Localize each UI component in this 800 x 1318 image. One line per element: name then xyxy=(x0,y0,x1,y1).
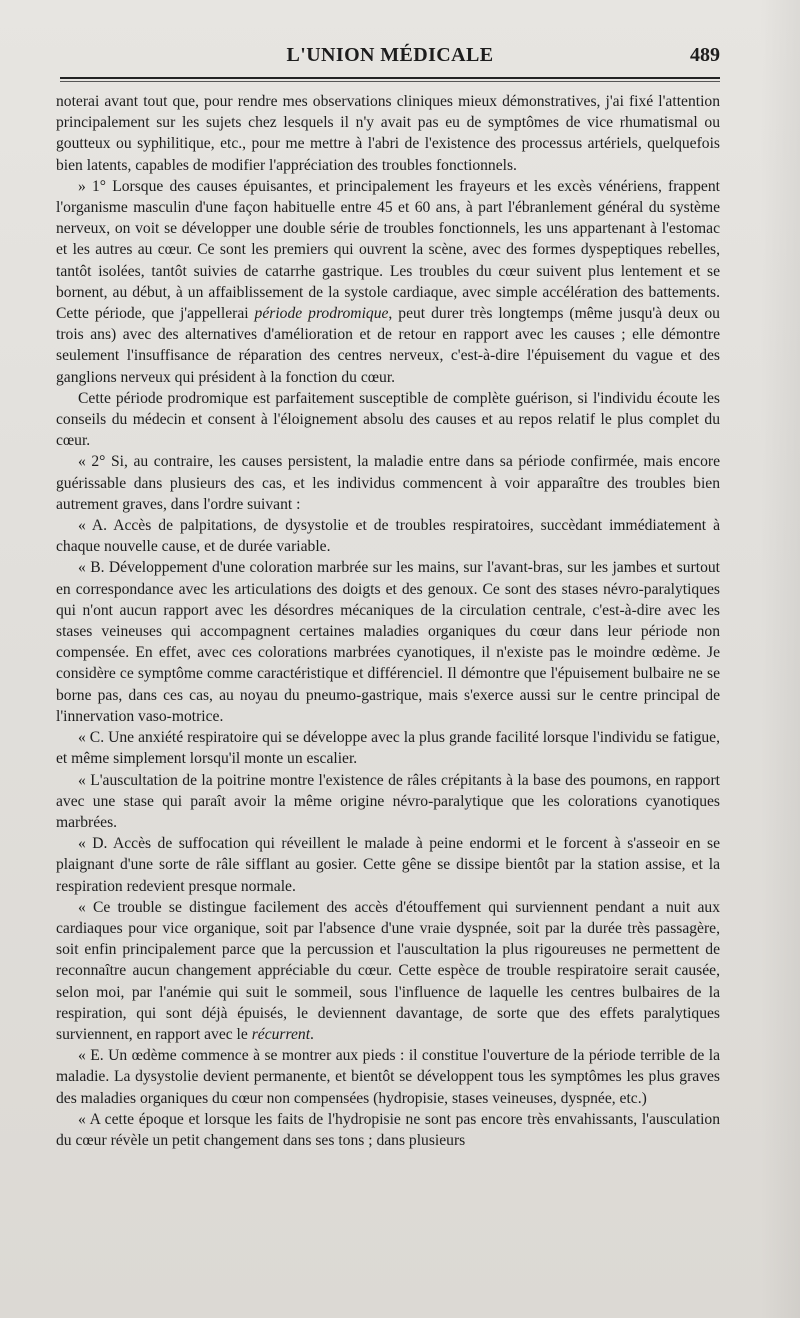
body-text xyxy=(56,91,720,1151)
paragraph-text: . xyxy=(310,1025,314,1043)
paragraph xyxy=(56,515,720,557)
paragraph xyxy=(56,1109,720,1151)
paragraph xyxy=(56,897,720,1045)
paragraph xyxy=(56,91,720,176)
paragraph xyxy=(56,1045,720,1109)
paragraph xyxy=(56,176,720,388)
header-rule-thin xyxy=(60,81,720,82)
paragraph-text: « E. Un œdème commence à se montrer aux pieds : il constitue l'ouverture de la période terrible de la maladie. La dysystolie devient permanente, et bientôt se développent tous les symptômes les plus graves des maladies organiques du cœur non compensées (hydropisie, stases veineuses, dyspnée, etc.) xyxy=(56,1047,720,1107)
paragraph xyxy=(56,770,720,834)
paragraph-text: Cette période prodromique est parfaitement susceptible de complète guérison, si l'individu écoute les conseils du médecin et consent à l'éloignement absolu des causes et au repos relatif le plus complet du cœur. xyxy=(56,389,720,450)
paragraph xyxy=(56,557,720,727)
paragraph-text: noterai avant tout que, pour rendre mes observations cliniques mieux démonstratives, j'ai fixé l'attention principalement sur les sujets chez lesquels il n'y avait pas eu de symptômes de vice rhumatismal ou goutteux ou syphilitique, etc., pour me mettre à l'abri de l'existence des processus artériels, quelquefois bien latents, capables de modifier l'appréciation des troubles fonctionnels. xyxy=(56,93,720,174)
paragraph-text: » 1° Lorsque des causes épuisantes, et principalement les frayeurs et les excès vénériens, frappent l'organisme masculin d'une façon habituelle entre 45 et 60 ans, à part l'ébranlement général du système nerveux, on voit se développer une double série de troubles fonctionnels, les uns appartenant à l'estomac et les autres au cœur. Ce sont les premiers qui ouvrent la scène, avec des formes dyspeptiques rebelles, tantôt isolées, tantôt suivies de catarrhe gastrique. Les troubles du cœur suivent plus lentement et se bornent, au début, à un affaiblissement de la systole cardiaque, avec simple accélération des battements. Cette période, que j'appellerai xyxy=(56,177,720,323)
page-number: 489 xyxy=(690,44,720,66)
paragraph-text: « C. Une anxiété respiratoire qui se développe avec la plus grande facilité lorsque l'individu se fatigue, et même simplement lorsqu'il monte un escalier. xyxy=(56,729,720,768)
page-edge-shadow xyxy=(760,0,800,1318)
paragraph xyxy=(56,388,720,452)
paragraph-text: « L'auscultation de la poitrine montre l'existence de râles crépitants à la base des poumons, en rapport avec une stase qui paraît avoir la même origine névro-paralytique que les colorations cyanotiques marbrées. xyxy=(56,771,720,831)
paragraph xyxy=(56,451,720,515)
paragraph-text: « Ce trouble se distingue facilement des accès d'étouffement qui surviennent pendant a nuit aux cardiaques pour vice organique, soit par l'absence d'une vraie dyspnée, soit par la durée très passagère, soit enfin principalement parce que la percussion et l'auscultation la plus rigoureuses ne permettent de reconnaître aucun changement appréciable du cœur. Cette espèce de trouble respiratoire serait causée, selon moi, par l'anémie qui suit le sommeil, sous l'influence de laquelle les centres bulbaires de la respiration, qui sont déjà épuisés, le deviennent davantage, de sorte que des effets paralytiques surviennent, en rapport avec le xyxy=(56,898,720,1043)
italic-term: récurrent xyxy=(251,1025,311,1043)
paragraph-text: « B. Développement d'une coloration marbrée sur les mains, sur l'avant-bras, sur les jambes et surtout en correspondance avec les articulations des doigts et des genoux. Ce sont des stases névro-paralytiques qui n'ont aucun rapport avec les désordres mécaniques de la circulation centrale, c'est-à-dire avec les stases veineuses qui accompagnent certaines maladies organiques du cœur dans leur période non compensée. En effet, avec ces colorations marbrées cyanotiques, il n'existe pas le moindre œdème. Je considère ce symptôme comme caractéristique et différenciel. Il démontre que l'épuisement bulbaire ne se borne pas, dans ces cas, au noyau du pneumo-gastrique, mais s'exerce aussi sur le centre principal de l'innervation vaso-motrice. xyxy=(56,559,720,725)
paragraph xyxy=(56,727,720,769)
paragraph-text: , peut durer très longtemps (même jusqu'à deux ou trois ans) avec des alternatives d'amélioration et de retour en rapport avec les causes ; elle démontre seulement l'insuffisance de réparation des centres nerveux, c'est-à-dire l'épuisement du vague et des ganglions nerveux qui président à la fonction du cœur. xyxy=(56,305,720,386)
paragraph-text: « 2° Si, au contraire, les causes persistent, la maladie entre dans sa période confirmée, mais encore guérissable dans plusieurs des cas, et les individus commencent à voir apparaître des troubles bien autrement graves, dans l'ordre suivant : xyxy=(56,453,720,513)
italic-term: période prodromique xyxy=(254,305,389,323)
page-header xyxy=(60,44,720,74)
paragraph-text: « A. Accès de palpitations, de dysystolie et de troubles respiratoires, succèdant immédiatement à chaque nouvelle cause, et de durée variable. xyxy=(56,517,720,556)
paragraph-text: « D. Accès de suffocation qui réveillent le malade à peine endormi et le forcent à s'asseoir en se plaignant d'une sorte de râle sifflant au gosier. Cette gêne se dissipe bientôt par la station assise, et la respiration redevient presque normale. xyxy=(56,835,720,895)
paragraph xyxy=(56,833,720,897)
paragraph-text: « A cette époque et lorsque les faits de l'hydropisie ne sont pas encore très envahissants, l'ausculation du cœur révèle un petit changement dans ses tons ; dans plusieurs xyxy=(56,1110,720,1149)
running-title: L'UNION MÉDICALE xyxy=(286,44,494,66)
header-rule xyxy=(60,77,720,79)
